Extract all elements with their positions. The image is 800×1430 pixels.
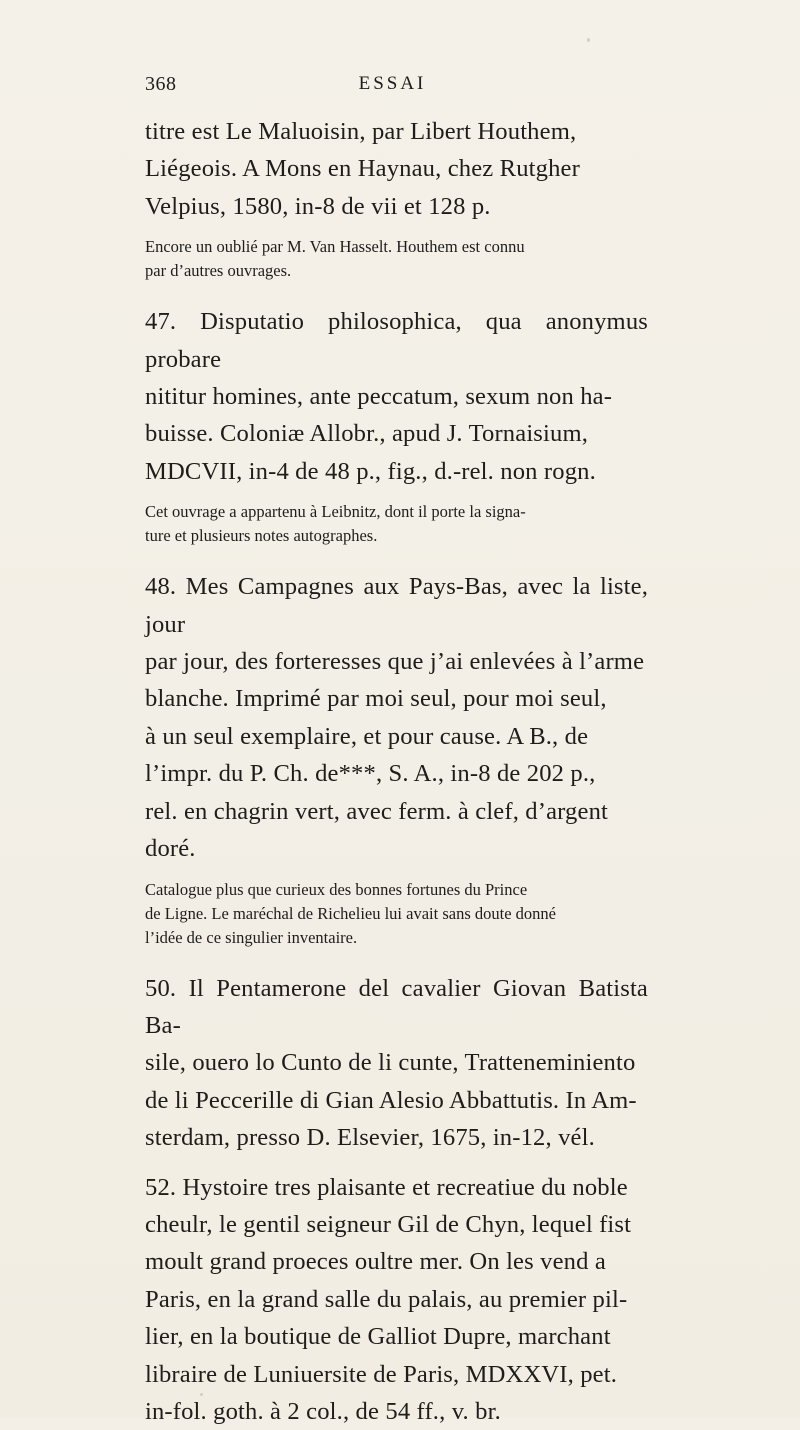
entry-text [145,970,648,1157]
entry-line: titre est Le Maluoisin, par Libert Houthem, [145,118,577,145]
entry-text [145,303,648,490]
entry-line: doré. [145,835,196,863]
entry-line: sile, ouero lo Cunto de li cunte, Tratteneminiento [145,1049,636,1077]
entry-line: 52. Hystoire tres plaisante et recreatiue du noble [145,1173,628,1201]
entry-line: l’impr. du P. Ch. de***, S. A., in-8 de 202 p., [145,760,596,788]
note-line: l’idée de ce singulier inventaire. [145,927,358,947]
entry-line: lier, en la boutique de Galliot Dupre, marchant [145,1323,611,1351]
note-line: ture et plusieurs notes autographes. [145,526,378,546]
entry-line: à un seul exemplaire, et pour cause. A B., de [145,722,589,750]
entry-line: cheulr, le gentil seigneur Gil de Chyn, lequel fist [145,1210,632,1238]
entry-48 [145,568,648,949]
note-line: de Ligne. Le maréchal de Richelieu lui avait sans doute donné [145,903,556,923]
entry-line: de li Peccerille di Gian Alesio Abbattutis. In Am- [145,1086,637,1114]
entry-text [145,1169,648,1430]
entry-line: rel. en chagrin vert, avec ferm. à clef, d’argent [145,797,608,825]
paper-speck [587,38,590,42]
note-line: par d’autres ouvrages. [145,261,292,281]
paper-speck [200,1393,203,1396]
entry-line: Paris, en la grand salle du palais, au premier pil- [145,1285,628,1313]
entry-line: par jour, des forteresses que j’ai enlevées à l’arme [145,648,645,676]
entry-line: Velpius, 1580, in-8 de vii et 128 p. [145,192,491,220]
entry-line: Liégeois. A Mons en Haynau, chez Rutgher [145,155,580,183]
entry-line: in-fol. goth. à 2 col., de 54 ff., v. br. [145,1397,501,1425]
entry-47 [145,303,648,548]
page-number: 368 [145,73,177,95]
entry-line: buisse. Coloniæ Allobr., apud J. Tornaisium, [145,420,589,448]
entry-line: 50. Il Pentamerone del cavalier Giovan Batista Ba- [145,974,648,1039]
page-header [145,73,640,101]
entry-line: 47. Disputatio philosophica, qua anonymus probare [145,308,648,373]
entry-line: libraire de Luniuersite de Paris, MDXXVI, pet. [145,1360,618,1388]
note-line: Catalogue plus que curieux des bonnes fortunes du Prince [145,879,528,899]
entry-note [145,235,648,283]
entry-46-continuation [145,113,648,283]
entry-line: 48. Mes Campagnes aux Pays-Bas, avec la liste, jour [145,573,648,638]
entry-line: sterdam, presso D. Elsevier, 1675, in-12, vél. [145,1124,595,1152]
entry-note [145,878,648,950]
entry-text [145,113,648,225]
entry-line: moult grand proeces oultre mer. On les vend a [145,1248,606,1276]
note-line: Cet ouvrage a appartenu à Leibnitz, dont il porte la signa- [145,502,526,522]
entry-line: blanche. Imprimé par moi seul, pour moi seul, [145,685,607,713]
running-title: ESSAI [358,73,427,94]
entry-50 [145,970,648,1157]
page-body [145,113,648,1430]
entry-note [145,500,648,548]
note-line: Encore un oublié par M. Van Hasselt. Houthem est connu [145,237,525,257]
entry-52 [145,1169,648,1430]
entry-text [145,568,648,867]
entry-line: nititur homines, ante peccatum, sexum non ha- [145,383,613,411]
entry-line: MDCVII, in-4 de 48 p., fig., d.-rel. non rogn. [145,457,596,485]
